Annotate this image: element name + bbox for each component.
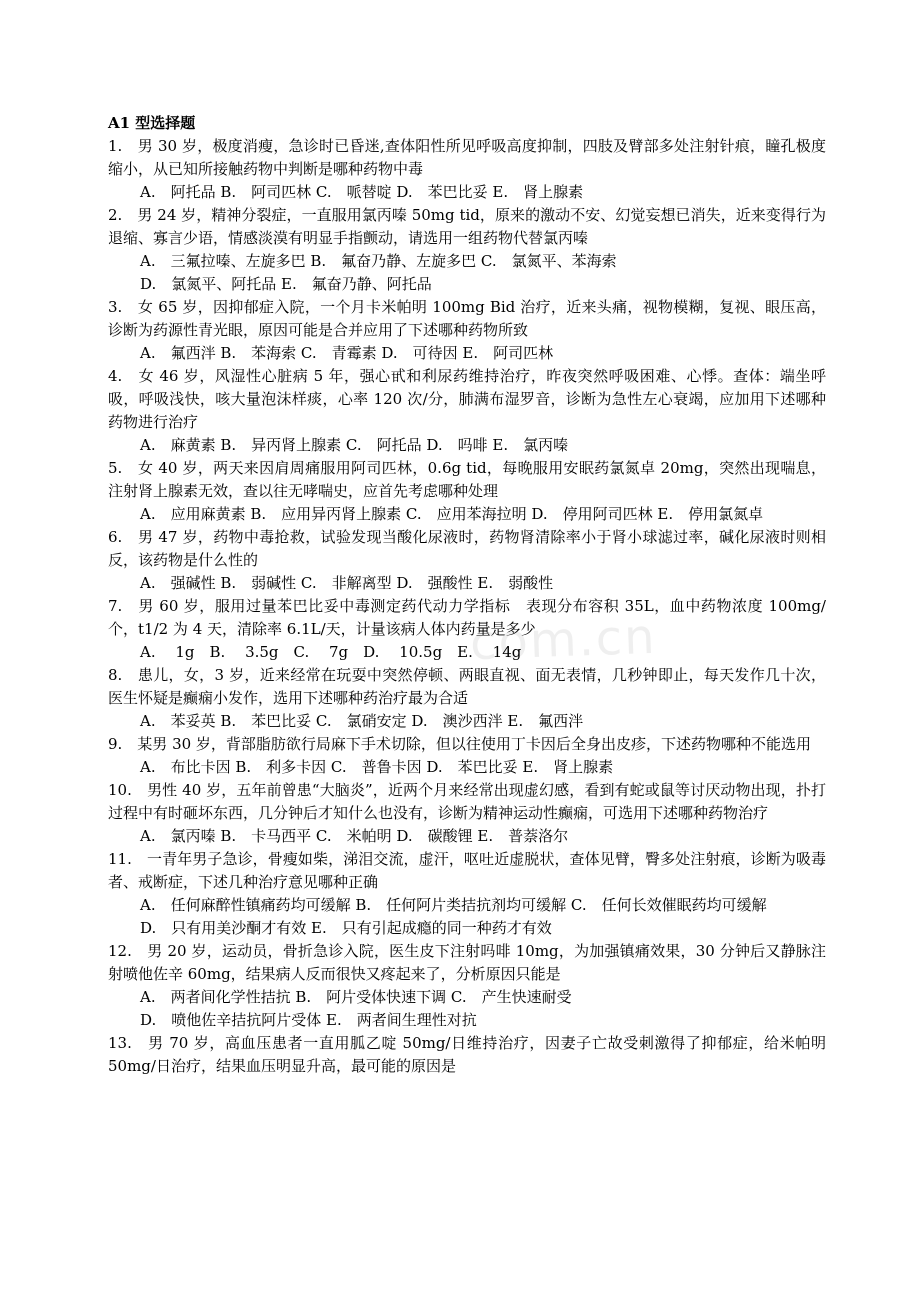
watermark-text: com.cn xyxy=(469,608,658,672)
answer-options-line: A. 1g B. 3.5g C. 7g D. 10.5g E. 14g xyxy=(140,643,522,661)
question-item xyxy=(108,457,826,526)
answer-options-line: A. 苯妥英 B. 苯巴比妥 C. 氯硝安定 D. 澳沙西泮 E. 氟西泮 xyxy=(140,712,584,730)
answer-options-line: D. 只有用美沙酮才有效 E. 只有引起成瘾的同一种药才有效 xyxy=(140,919,552,937)
question-list xyxy=(108,135,826,1078)
answer-options-line: A. 强碱性 B. 弱碱性 C. 非解离型 D. 强酸性 E. 弱酸性 xyxy=(140,574,554,592)
question-item xyxy=(108,848,826,940)
question-stem: 10. 男性 40 岁，五年前曾患“大脑炎”，近两个月来经常出现虚幻感，看到有蛇或鼠等讨厌动物出现，扑打过程中有时砸坏东西，几分钟后才知什么也没有，诊断为精神运动性癫痫，可选用下述哪种药物治疗 xyxy=(108,781,826,822)
question-item xyxy=(108,296,826,365)
question-stem: 8. 患儿，女，3 岁，近来经常在玩耍中突然停顿、两眼直视、面无表情，几秒钟即止，每天发作几十次，医生怀疑是癫痫小发作，选用下述哪种药治疗最为合适 xyxy=(108,666,826,707)
answer-options-line: A. 氯丙嗪 B. 卡马西平 C. 米帕明 D. 碳酸锂 E. 普萘洛尔 xyxy=(140,827,569,845)
exam-content xyxy=(108,112,826,1078)
question-stem: 4. 女 46 岁，风湿性心脏病 5 年，强心甙和利尿药维持治疗，昨夜突然呼吸困难、心悸。查体：端坐呼吸，呼吸浅快，咳大量泡沫样痰，心率 120 次/分，肺满布湿罗音，诊断为急性左心衰竭，应加用下述哪种药物进行治疗 xyxy=(108,367,826,431)
question-stem: 6. 男 47 岁，药物中毒抢救，试验发现当酸化尿液时，药物肾清除率小于肾小球滤过率，碱化尿液时则相反，该药物是什么性的 xyxy=(108,528,826,569)
question-stem: 1. 男 30 岁，极度消瘦，急诊时已昏迷,查体阳性所见呼吸高度抑制，四肢及臂部多处注射针痕，瞳孔极度缩小，从已知所接触药物中判断是哪种药物中毒 xyxy=(108,137,826,178)
answer-options-line: A. 麻黄素 B. 异丙肾上腺素 C. 阿托品 D. 吗啡 E. 氯丙嗪 xyxy=(140,436,569,454)
question-item xyxy=(108,526,826,595)
answer-options-line: A. 任何麻醉性镇痛药均可缓解 B. 任何阿片类拮抗剂均可缓解 C. 任何长效催眠药均可缓解 xyxy=(140,896,767,914)
question-item xyxy=(108,595,826,664)
question-stem: 2. 男 24 岁，精神分裂症，一直服用氯丙嗪 50mg tid，原来的激动不安、幻觉妄想已消失，近来变得行为退缩、寡言少语，情感淡漠有明显手指颤动，请选用一组药物代替氯丙嗪 xyxy=(108,206,826,247)
answer-options-line: A. 布比卡因 B. 利多卡因 C. 普鲁卡因 D. 苯巴比妥 E. 肾上腺素 xyxy=(140,758,614,776)
question-stem: 13. 男 70 岁，高血压患者一直用胍乙啶 50mg/日维持治疗，因妻子亡故受刺激得了抑郁症，给米帕明 50mg/日治疗，结果血压明显升高，最可能的原因是 xyxy=(108,1034,826,1075)
question-stem: 11. 一青年男子急诊，骨瘦如柴，涕泪交流，虚汗，呕吐近虚脱状，查体见臂，臀多处注射痕，诊断为吸毒者、戒断症，下述几种治疗意见哪种正确 xyxy=(108,850,826,891)
question-stem: 3. 女 65 岁，因抑郁症入院，一个月卡米帕明 100mg Bid 治疗，近来头痛，视物模糊，复视、眼压高，诊断为药源性青光眼，原因可能是合并应用了下述哪种药物所致 xyxy=(108,298,826,339)
answer-options-line: D. 喷他佐辛拮抗阿片受体 E. 两者间生理性对抗 xyxy=(140,1011,477,1029)
question-stem: 12. 男 20 岁，运动员，骨折急诊入院，医生皮下注射吗啡 10mg，为加强镇痛效果，30 分钟后又静脉注射喷他佐辛 60mg，结果病人反而很快又疼起来了，分析原因只能是 xyxy=(108,942,826,983)
question-item xyxy=(108,135,826,204)
answer-options-line: A. 三氟拉嗪、左旋多巴 B. 氟奋乃静、左旋多巴 C. 氯氮平、苯海索 xyxy=(140,252,617,270)
question-stem: 5. 女 40 岁，两天来因肩周痛服用阿司匹林，0.6g tid，每晚服用安眠药氯氮卓 20mg，突然出现喘息，注射肾上腺素无效，查以往无哮喘史，应首先考虑哪种处理 xyxy=(108,459,826,500)
question-stem: 7. 男 60 岁，服用过量苯巴比妥中毒测定药代动力学指标 表现分布容积 35L，血中药物浓度 100mg/个，t1/2 为 4 天，清除率 6.1L/天，计量该病人体内药量是多少 xyxy=(108,597,826,638)
section-title: A1 型选择题 xyxy=(108,114,196,132)
answer-options-line: A. 氟西泮 B. 苯海索 C. 青霉素 D. 可待因 E. 阿司匹林 xyxy=(140,344,554,362)
question-item xyxy=(108,940,826,1032)
question-item xyxy=(108,779,826,848)
question-stem: 9. 某男 30 岁，背部脂肪欲行局麻下手术切除，但以往使用丁卡因后全身出皮疹，下述药物哪种不能选用 xyxy=(108,735,811,753)
answer-options-line: A. 两者间化学性拮抗 B. 阿片受体快速下调 C. 产生快速耐受 xyxy=(140,988,572,1006)
question-item xyxy=(108,1032,826,1078)
question-item xyxy=(108,365,826,457)
answer-options-line: D. 氯氮平、阿托品 E. 氟奋乃静、阿托品 xyxy=(140,275,432,293)
answer-options-line: A. 阿托品 B. 阿司匹林 C. 哌替啶 D. 苯巴比妥 E. 肾上腺素 xyxy=(140,183,584,201)
question-item xyxy=(108,204,826,296)
question-item xyxy=(108,664,826,733)
question-item xyxy=(108,733,826,779)
answer-options-line: A. 应用麻黄素 B. 应用异丙肾上腺素 C. 应用苯海拉明 D. 停用阿司匹林 E. 停用氯氮卓 xyxy=(140,505,764,523)
